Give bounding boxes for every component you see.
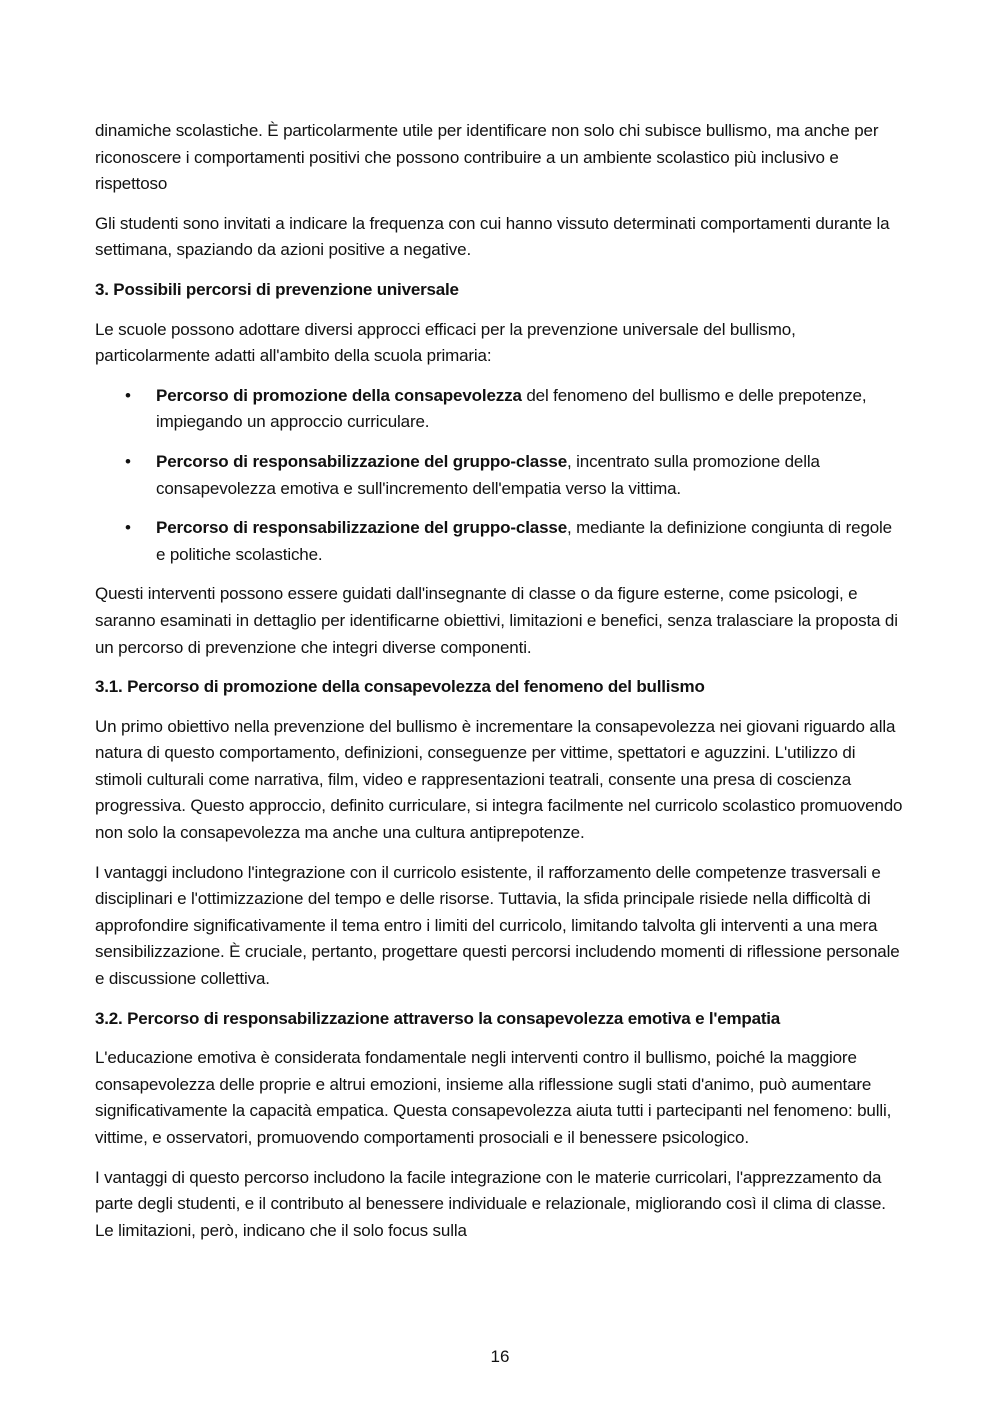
paragraph-intro-continuation: dinamiche scolastiche. È particolarmente utile per identificare non solo chi subisce bullismo, ma anche per riconoscere i comportamenti positivi che possono contribuire a un ambiente scolastico più inclusivo e rispettoso xyxy=(95,121,879,194)
bullet-icon: • xyxy=(125,451,131,471)
list-item xyxy=(95,515,905,568)
section-heading-3: 3. Possibili percorsi di prevenzione universale xyxy=(95,279,459,299)
list-item-text: , incentrato sulla promozione della consapevolezza emotiva e sull'incremento dell'empatia verso la vittima. xyxy=(156,451,820,498)
list-item xyxy=(95,449,905,502)
bullet-icon: • xyxy=(125,518,131,538)
list-item-text: del fenomeno del bullismo e delle prepotenze, impiegando un approccio curriculare. xyxy=(156,385,867,432)
list-item-bold: Percorso di promozione della consapevolezza xyxy=(156,385,522,405)
list-item xyxy=(95,383,905,436)
section-heading-3-1: 3.1. Percorso di promozione della consapevolezza del fenomeno del bullismo xyxy=(95,677,705,697)
page-body xyxy=(95,118,905,1257)
paragraph-awareness-advantages: I vantaggi includono l'integrazione con il curricolo esistente, il rafforzamento delle competenze trasversali e disciplinari e l'ottimizzazione del tempo e delle risorse. Tuttavia, la sfida principale risiede nella difficoltà di approfondire significativamente il tema entro i limiti del curricolo, limitando talvolta gli interventi a una mera sensibilizzazione. È cruciale, pertanto, progettare questi percorsi includendo momenti di riflessione personale e discussione collettiva. xyxy=(95,862,900,989)
paragraph-emotional-advantages: I vantaggi di questo percorso includono la facile integrazione con le materie curricolari, l'apprezzamento da parte degli studenti, e il contributo al benessere individuale e relazionale, migliorando così il clima di classe. Le limitazioni, però, indicano che il solo focus sulla xyxy=(95,1167,886,1240)
list-item-bold: Percorso di responsabilizzazione del gruppo-classe xyxy=(156,518,568,538)
list-item-text: , mediante la definizione congiunta di regole e politiche scolastiche. xyxy=(156,518,892,564)
paragraph-emotional-education: L'educazione emotiva è considerata fondamentale negli interventi contro il bullismo, poiché la maggiore consapevolezza delle proprie e altrui emozioni, insieme alla riflessione sugli stati d'animo, può aumentare significativamente la capacità empatica. Questa consapevolezza aiuta tutti i partecipanti nel fenomeno: bulli, vittime, e osservatori, promuovendo comportamenti prosociali e il benessere psicologico. xyxy=(95,1048,892,1147)
paragraph-students-frequency: Gli studenti sono invitati a indicare la frequenza con cui hanno vissuto determinati comportamenti durante la settimana, spaziando da azioni positive a negative. xyxy=(95,213,890,260)
paragraph-awareness-goal: Un primo obiettivo nella prevenzione del bullismo è incrementare la consapevolezza nei giovani riguardo alla natura di questo comportamento, definizioni, conseguenze per vittime, spettatori e aguzzini. L'utilizzo di stimoli culturali come narrativa, film, video e rappresentazioni teatrali, consente una presa di coscienza progressiva. Questo approccio, definito curriculare, si integra facilmente nel curricolo scolastico promuovendo non solo la consapevolezza ma anche una cultura antiprepotenze. xyxy=(95,716,903,843)
bullet-list xyxy=(95,383,905,569)
bullet-icon: • xyxy=(125,385,131,405)
list-item-bold: Percorso di responsabilizzazione del gruppo-classe xyxy=(156,451,568,471)
paragraph-interventions: Questi interventi possono essere guidati dall'insegnante di classe o da figure esterne, come psicologi, e saranno esaminati in dettaglio per identificarne obiettivi, limitazioni e benefici, senza tralasciare la proposta di un percorso di prevenzione che integri diverse componenti. xyxy=(95,584,898,657)
paragraph-approaches: Le scuole possono adottare diversi approcci efficaci per la prevenzione universale del bullismo, particolarmente adatti all'ambito della scuola primaria: xyxy=(95,319,796,366)
page-number: 16 xyxy=(490,1347,510,1366)
section-heading-3-2: 3.2. Percorso di responsabilizzazione attraverso la consapevolezza emotiva e l'empatia xyxy=(95,1008,781,1028)
